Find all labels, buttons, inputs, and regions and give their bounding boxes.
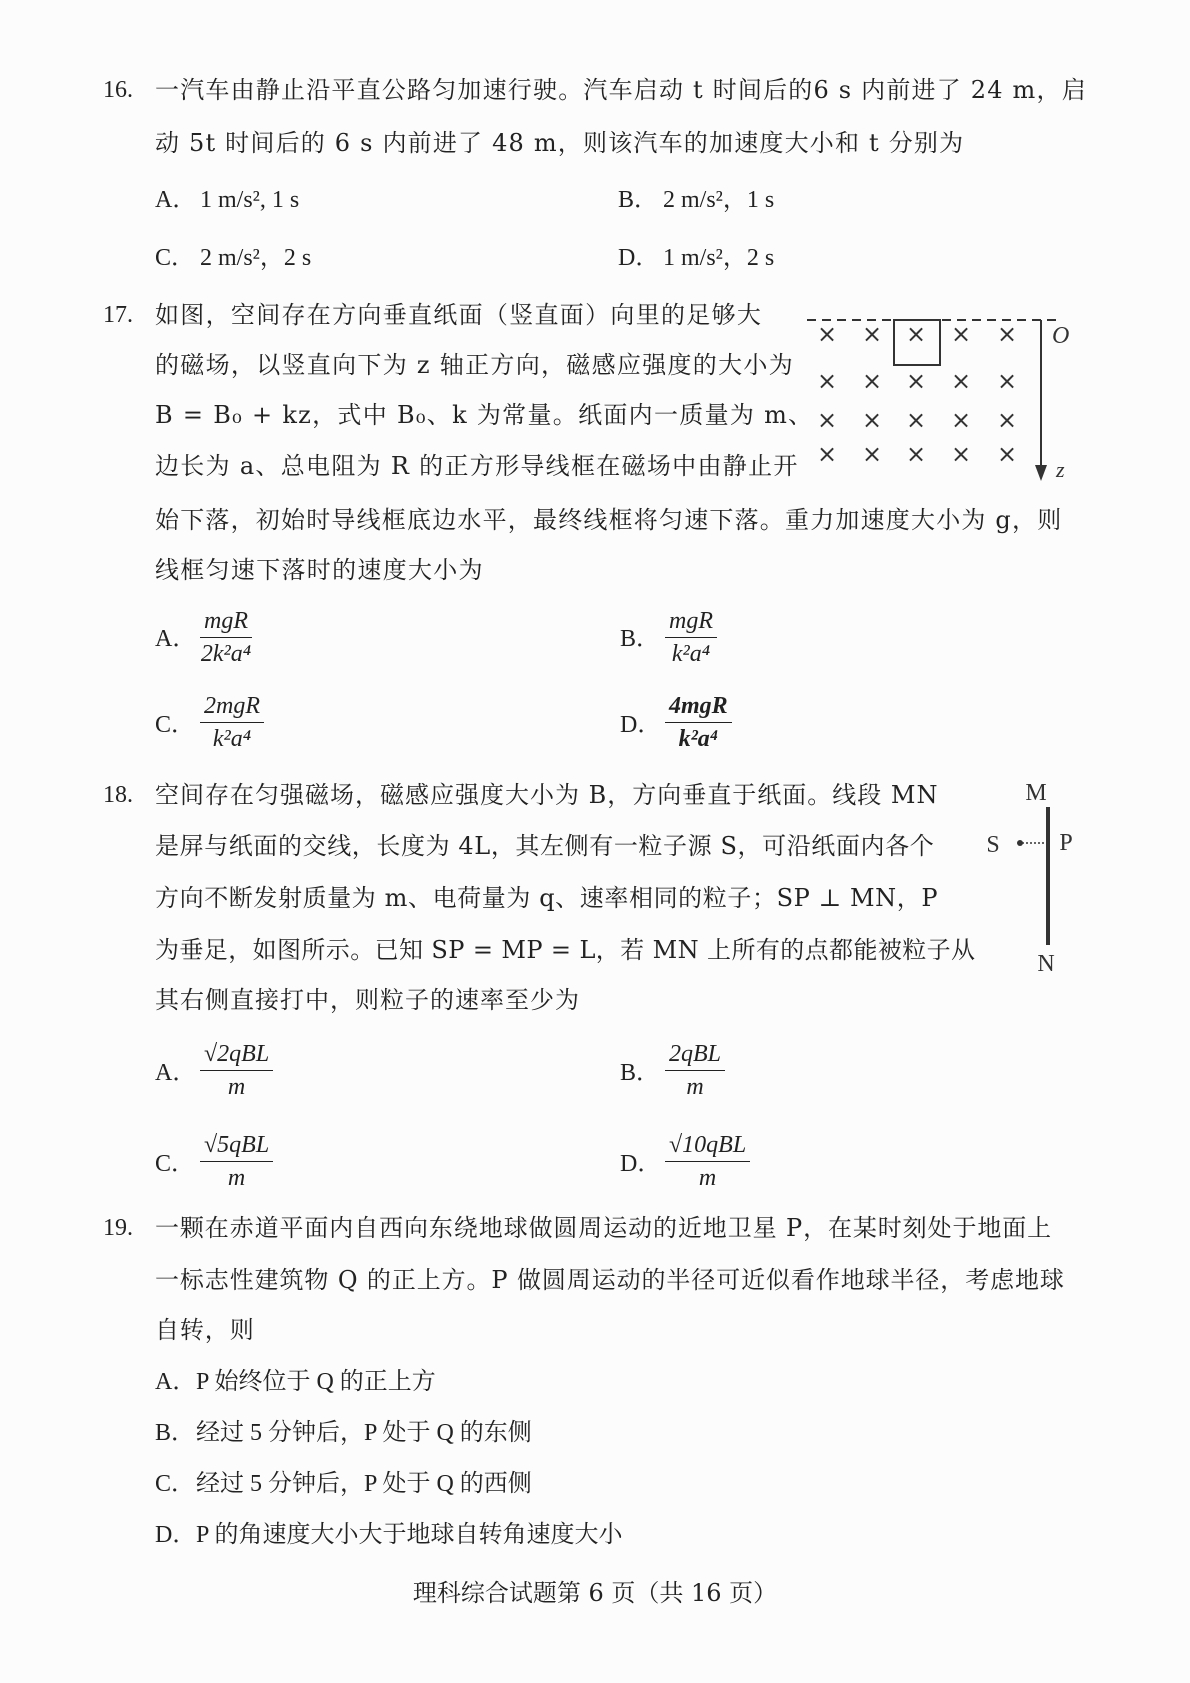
option-text: 2 m/s²，2 s [200, 245, 312, 271]
label-m: M [1025, 780, 1047, 806]
option-fraction [665, 605, 717, 670]
question-number: 17. [103, 302, 133, 328]
option-label: A． [155, 1060, 197, 1086]
option-text: P 的角速度大小大于地球自转角速度大小 [196, 1522, 623, 1548]
field-cross-mark: × [861, 320, 883, 348]
screen-diagram [980, 770, 1090, 985]
field-cross-mark: × [816, 367, 838, 395]
question-text-line: 方向不断发射质量为 m、电荷量为 q、速率相同的粒子；SP ⊥ MN，P [155, 884, 939, 912]
label-s: S [986, 832, 1000, 858]
field-cross-mark: × [861, 406, 883, 434]
numerator: mgR [665, 605, 717, 638]
option-text: 经过 5 分钟后，P 处于 Q 的西侧 [196, 1471, 532, 1497]
denominator: 2k²a⁴ [200, 641, 252, 667]
field-cross-mark: × [950, 320, 972, 348]
magnetic-field-diagram [800, 305, 1090, 495]
field-cross-mark: × [861, 440, 883, 468]
field-cross-mark: × [950, 406, 972, 434]
option-fraction [665, 690, 732, 755]
option-label: D． [618, 245, 660, 271]
origin-label: O [1052, 323, 1070, 349]
question-text-line: 的磁场，以竖直向下为 z 轴正方向，磁感应强度的大小为 [155, 351, 795, 379]
option-fraction [665, 1129, 750, 1194]
field-cross-mark: × [996, 367, 1018, 395]
numerator: 4mgR [665, 690, 732, 723]
question-text-line: 动 5t 时间后的 6 s 内前进了 48 m，则该汽车的加速度大小和 t 分别为 [155, 129, 965, 157]
field-crosses [817, 320, 1017, 468]
question-text-line: 自转，则 [155, 1316, 255, 1344]
question-number: 19. [103, 1215, 133, 1241]
question-text-line: 如图，空间存在方向垂直纸面（竖直面）向里的足够大 [155, 301, 763, 329]
question-text-line: 一标志性建筑物 Q 的正上方。P 做圆周运动的半径可近似看作地球半径，考虑地球 [155, 1266, 1065, 1294]
denominator: m [698, 1165, 717, 1191]
question-number: 18. [103, 782, 133, 808]
option-label: C． [155, 245, 196, 271]
field-cross-mark: × [905, 440, 927, 468]
option-label: B． [618, 187, 659, 213]
field-cross-mark: × [950, 367, 972, 395]
question-text-line: 是屏与纸面的交线，长度为 4L，其左侧有一粒子源 S，可沿纸面内各个 [155, 832, 935, 860]
option-fraction [200, 1038, 273, 1103]
option-label: B． [620, 1060, 661, 1086]
denominator: k²a⁴ [212, 726, 252, 752]
option-text: 2 m/s²，1 s [663, 187, 775, 213]
question-text-line: 其右侧直接打中，则粒子的速率至少为 [155, 986, 580, 1014]
option-text: P 始终位于 Q 的正上方 [196, 1369, 436, 1395]
field-cross-mark: × [816, 320, 838, 348]
numerator: 2qBL [665, 1038, 725, 1071]
option-label: D． [620, 1151, 662, 1177]
label-p: P [1059, 830, 1073, 856]
option-label: D． [620, 712, 662, 738]
denominator: m [227, 1165, 246, 1191]
field-cross-mark: × [816, 440, 838, 468]
denominator: k²a⁴ [678, 726, 719, 752]
question-number: 16. [103, 77, 133, 103]
question-text-line: B = B₀ + kz，式中 B₀、k 为常量。纸面内一质量为 m、 [155, 401, 814, 429]
label-n: N [1037, 951, 1055, 977]
numerator: √5qBL [200, 1129, 273, 1162]
field-cross-mark: × [861, 367, 883, 395]
field-cross-mark: × [996, 440, 1018, 468]
option-text: 1 m/s²，2 s [663, 245, 775, 271]
numerator: √10qBL [665, 1129, 750, 1162]
option-label: B． [620, 626, 661, 652]
numerator: √2qBL [200, 1038, 273, 1071]
question-text-line: 为垂足，如图所示。已知 SP = MP = L，若 MN 上所有的点都能被粒子从 [155, 936, 976, 964]
question-text-line: 一汽车由静止沿平直公路匀加速行驶。汽车启动 t 时间后的6 s 内前进了 24 m，启 [155, 76, 1087, 104]
question-text-line: 线框匀速下落时的速度大小为 [155, 556, 484, 584]
field-cross-mark: × [816, 406, 838, 434]
option-text: 1 m/s², 1 s [200, 187, 300, 213]
field-cross-mark: × [996, 320, 1018, 348]
denominator: k²a⁴ [671, 641, 711, 667]
question-text-line: 边长为 a、总电阻为 R 的正方形导线框在磁场中由静止开 [155, 452, 799, 480]
option-fraction [200, 605, 252, 670]
field-cross-mark: × [905, 320, 927, 348]
field-cross-mark: × [996, 406, 1018, 434]
option-label: D． [155, 1522, 197, 1548]
field-cross-mark: × [905, 367, 927, 395]
question-text-line: 空间存在匀强磁场，磁感应强度大小为 B，方向垂直于纸面。线段 MN [155, 781, 939, 809]
question-text-line: 始下落，初始时导线框底边水平，最终线框将匀速下落。重力加速度大小为 g，则 [155, 506, 1063, 534]
option-fraction [200, 690, 264, 755]
field-cross-mark: × [950, 440, 972, 468]
z-axis-label: z [1056, 457, 1065, 482]
denominator: m [686, 1074, 704, 1100]
option-fraction [665, 1038, 725, 1103]
denominator: m [227, 1074, 246, 1100]
option-label: A． [155, 187, 197, 213]
option-label: C． [155, 1471, 196, 1497]
option-text: 经过 5 分钟后，P 处于 Q 的东侧 [196, 1420, 532, 1446]
option-fraction [200, 1129, 273, 1194]
option-label: A． [155, 626, 197, 652]
option-label: C． [155, 712, 196, 738]
numerator: 2mgR [200, 690, 264, 723]
z-axis-arrowhead [1035, 465, 1047, 481]
option-label: C． [155, 1151, 196, 1177]
numerator: mgR [200, 605, 252, 638]
option-label: A． [155, 1369, 197, 1395]
option-label: B． [155, 1420, 196, 1446]
field-cross-mark: × [905, 406, 927, 434]
page-footer: 理科综合试题第 6 页（共 16 页） [412, 1579, 778, 1607]
question-text-line: 一颗在赤道平面内自西向东绕地球做圆周运动的近地卫星 P，在某时刻处于地面上 [155, 1214, 1053, 1242]
